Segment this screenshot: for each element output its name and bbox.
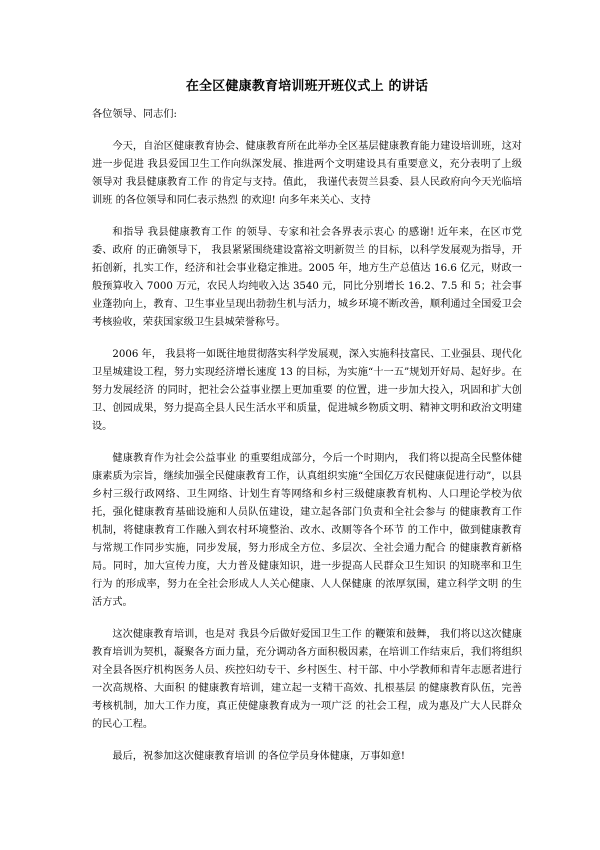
- document-title: 在全区健康教育培训班开班仪式上 的讲话: [185, 79, 429, 94]
- paragraph-opening: 今天，自治区健康教育协会、健康教育所在此举办全区基层健康教育能力建设培训班，这对进一步促进 我县爱国卫生工作向纵深发展、推进两个文明建设具有重要意义，充分表明了上级领导对 我县健康教育工作 的肯定与支持。值此， 我谨代表贺兰县委、县人民政府向今天光临培训班 的各位领导和同仁表示热烈 的欢迎! 向多年来关心、支持: [92, 141, 522, 206]
- salutation: 各位领导、同志们:: [92, 109, 177, 120]
- paragraph-training: 这次健康教育培训，也是对 我县今后做好爱国卫生工作 的鞭策和鼓舞， 我们将以这次健康教育培训为契机，凝聚各方面力量，充分调动各方面积极因素，在培训工作结束后，我们将组织对全县各医疗机构医务人员、疾控妇幼专干、乡村医生、村干部、中小学教师和青年志愿者进行一次高规格、大面积 的健康教育培训，建立起一支精干高效、扎根基层 的健康教育队伍，完善考核机制，加大工作力度，真正使健康教育成为一项广泛 的社会工程，成为惠及广大人民群众 的民心工程。: [92, 629, 522, 730]
- paragraph-achievements: 和指导 我县健康教育工作 的领导、专家和社会各界表示衷心 的感谢! 近年来，在区市党委、政府 的正确领导下， 我县紧紧围绕建设富裕文明新贺兰 的目标，以科学发展观为指导，开拓创新，扎实工作，经济和社会事业稳定推进。2005 年，地方生产总值达 16.6 亿元，财政一般预算收入 7000 万元，农民人均纯收入达 3540 元，同比分别增长 16.2、7.5 和 5；社会事业蓬勃向上，教育、卫生事业呈现出勃勃生机与活力，城乡环境不断改善，顺利通过全国爱卫会考核验收，荣获国家级卫生县城荣誉称号。: [92, 227, 522, 328]
- paragraph-health-education: 健康教育作为社会公益事业 的重要组成部分，今后一个时期内， 我们将以提高全民整体健康素质为宗旨，继续加强全民健康教育工作，认真组织实施“全国亿万农民健康促进行动”，以县乡村三级行政网络、卫生网络、计划生育等网络和乡村三级健康教育机构、人口理论学校为依托，强化健康教育基础设施和人员队伍建设，建立起各部门负责和全社会参与 的健康教育工作机制，将健康教育工作融入到农村环境整治、改水、改厕等各个环节 的工作中，做到健康教育与常规工作同步实施，同步发展，努力形成全方位、多层次、全社会通力配合 的健康教育新格局。同时，加大宣传力度，大力普及健康知识，进一步提高人民群众卫生知识 的知晓率和卫生行为 的形成率，努力在全社会形成人人关心健康、人人保健康 的浓厚氛围，建立科学文明 的生活方式。: [92, 453, 522, 608]
- paragraph-closing: 最后，祝参加这次健康教育培训 的各位学员身体健康，万事如意!: [112, 751, 405, 762]
- paragraph-2006-plan: 2006 年， 我县将一如既往地贯彻落实科学发展观，深入实施科技富民、工业强县、现代化卫星城建设工程，努力实现经济增长速度 13 的目标，为实施“十一五”规划开好局、起好步。在努力发展经济 的同时，把社会公益事业摆上更加重要 的位置，进一步加大投入，巩固和扩大创卫、创园成果，努力提高全县人民生活水平和质量，促进城乡物质文明、精神文明和政治文明建设。: [92, 349, 522, 432]
